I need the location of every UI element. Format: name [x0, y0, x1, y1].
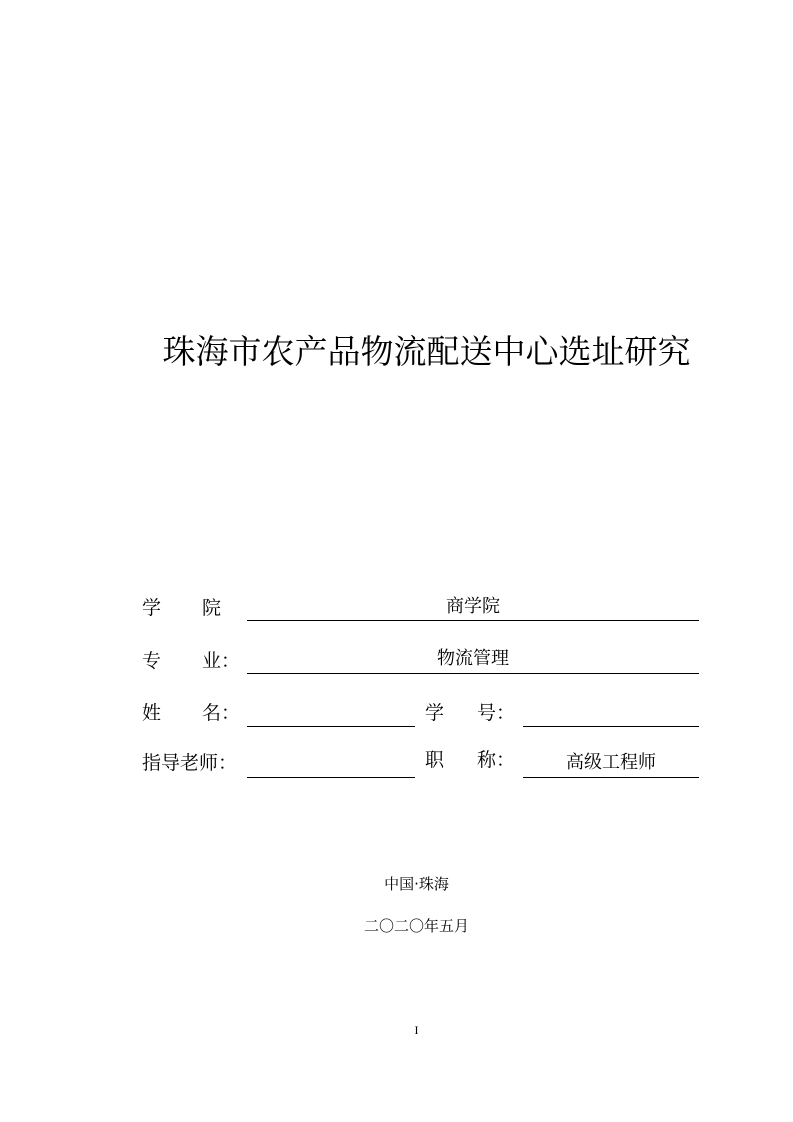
college-value: 商学院 [446, 596, 500, 617]
major-label-part2: 业： [202, 650, 241, 672]
college-label-part1: 学 [142, 597, 162, 619]
title-rank-label-part1: 职 [425, 749, 445, 771]
major-field-underline [247, 673, 699, 674]
name-label-part2: 名： [202, 702, 241, 724]
college-field-underline [247, 620, 699, 621]
advisor-field-underline [247, 777, 415, 778]
footer-date: 二〇二〇年五月 [363, 917, 469, 935]
title-rank-label-part2: 称： [477, 749, 516, 771]
student-id-label-part1: 学 [425, 702, 445, 724]
footer-place: 中国·珠海 [384, 875, 449, 893]
major-label-part1: 专 [142, 650, 162, 672]
major-value: 物流管理 [437, 648, 509, 669]
name-field-underline [247, 726, 415, 727]
advisor-label: 指导老师： [142, 752, 238, 774]
student-id-label-part2: 号： [477, 702, 516, 724]
title-rank-field-underline [523, 777, 699, 778]
student-id-field-underline [523, 726, 699, 727]
title-rank-value: 高级工程师 [566, 752, 656, 773]
name-label-part1: 姓 [142, 702, 162, 724]
page-number: I [414, 1023, 419, 1037]
college-label-part2: 院 [202, 597, 222, 619]
thesis-title: 珠海市农产品物流配送中心选址研究 [162, 332, 691, 371]
